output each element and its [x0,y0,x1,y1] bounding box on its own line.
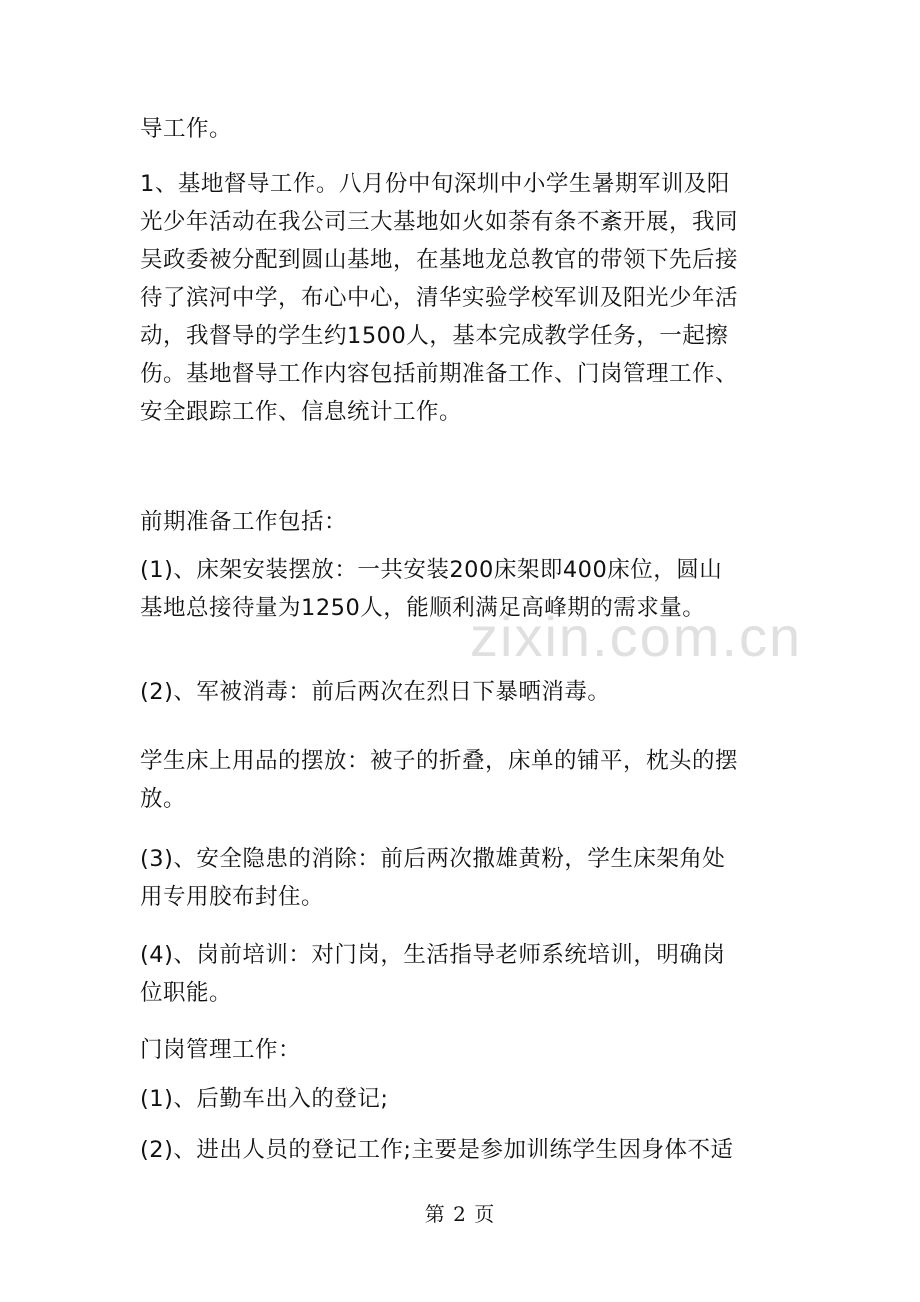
paragraph-bedding [140,742,780,818]
text-line: 1、基地督导工作。八月份中旬深圳中小学生暑期军训及阳 [140,171,730,197]
paragraph-vehicle-log [140,1080,780,1118]
text-line: 门岗管理工作： [140,1037,302,1063]
paragraph-training [140,936,780,1012]
text-line: 导工作。 [140,116,233,142]
page-number-footer: 第 2 页 [424,1202,496,1226]
text-line: 学生床上用品的摆放：被子的折叠，床单的铺平，枕头的摆 [140,748,739,774]
watermark: zixin.com.cn [470,605,803,668]
text-line: 吴政委被分配到圆山基地，在基地龙总教官的带领下先后接 [140,247,739,273]
text-line: 用专用胶布封住。 [140,884,325,910]
text-line: 前期准备工作包括： [140,509,348,535]
paragraph-base-supervision [140,165,780,431]
text-line: (3)、安全隐患的消除：前后两次撒雄黄粉，学生床架角处 [140,846,726,872]
text-line: 光少年活动在我公司三大基地如火如荼有条不紊开展，我同 [140,209,739,235]
text-line: 伤。基地督导工作内容包括前期准备工作、门岗管理工作、 [140,361,739,387]
text-line: (2)、军被消毒：前后两次在烈日下暴晒消毒。 [140,679,611,705]
text-line: 安全跟踪工作、信息统计工作。 [140,399,463,425]
text-line: (1)、后勤车出入的登记; [140,1086,389,1112]
text-line: 放。 [140,786,187,812]
paragraph-prep-heading [140,503,780,541]
text-line: (4)、岗前培训：对门岗，生活指导老师系统培训，明确岗 [140,942,726,968]
paragraph-continuation [140,110,780,148]
paragraph-visitor-log [140,1131,780,1169]
text-line: (1)、床架安装摆放：一共安装200床架即400床位，圆山 [140,557,723,583]
paragraph-gate-heading [140,1031,780,1069]
paragraph-safety [140,840,780,916]
text-line: 动，我督导的学生约1500人，基本完成教学任务，一起擦 [140,323,729,349]
text-line: (2)、进出人员的登记工作;主要是参加训练学生因身体不适 [140,1137,734,1163]
text-line: 待了滨河中学，布心中心，清华实验学校军训及阳光少年活 [140,285,739,311]
paragraph-disinfection [140,673,780,711]
text-line: 位职能。 [140,980,233,1006]
paragraph-bed-install [140,551,780,627]
text-line: 基地总接待量为1250人，能顺利满足高峰期的需求量。 [140,595,706,621]
